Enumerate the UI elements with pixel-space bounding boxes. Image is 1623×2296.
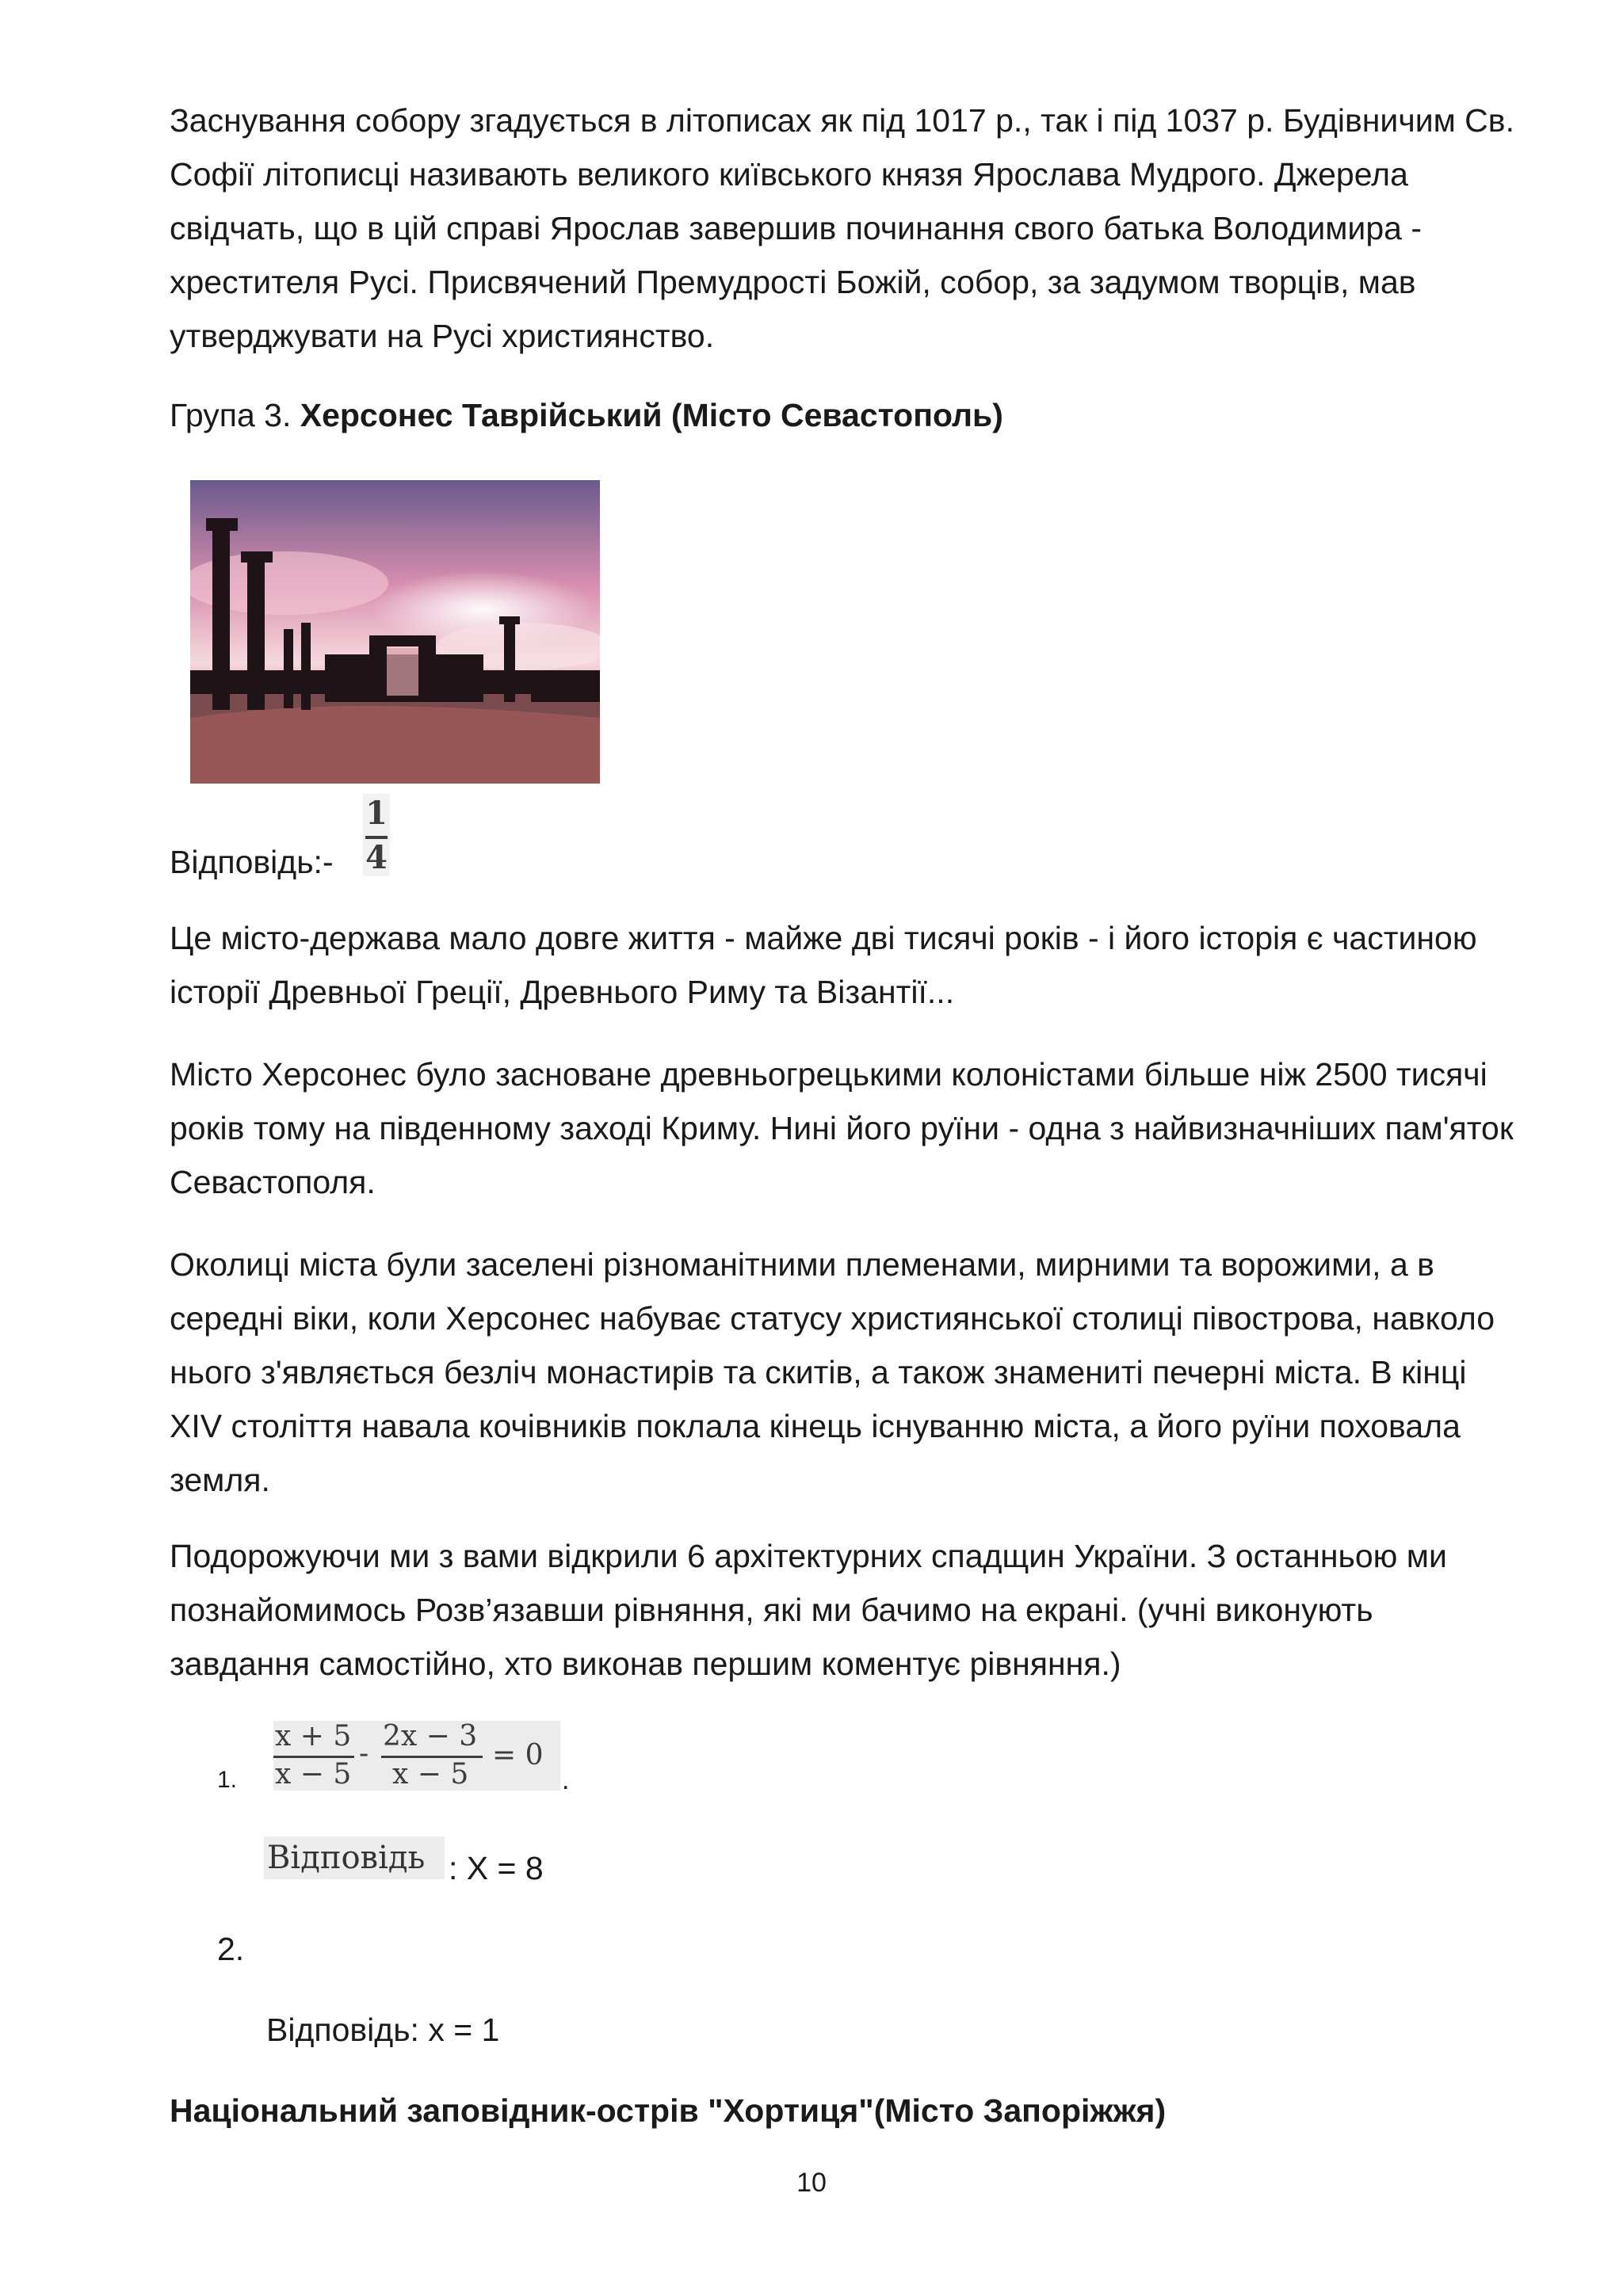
equation-2-answer: Відповідь: x = 1 <box>266 2012 500 2048</box>
equation-1-answer: : X = 8 <box>449 1850 544 1886</box>
intro-paragraph: Заснування собору згадується в літописах як під 1017 р., так і під 1037 р. Будівничим Св. Софії літописці називають великого київського князя Ярослава Мудрого. Джерела свідчать, що в цій справі Ярослав завершив починання свого батька Володимира - хрестителя Русі. Присвячений Премудрості Божій, собор, за задумом творців, мав утверджувати на Русі християнство. <box>170 102 1514 354</box>
paragraph-founding: Місто Херсонес було засноване древньогрецькими колоністами більше ніж 2500 тисячі років тому на південному заході Криму. Нині його руїни - одна з найвизначніших пам'яток Севастополя. <box>170 1056 1514 1200</box>
group-heading <box>170 388 1517 442</box>
equation-1-period: . <box>562 1765 570 1795</box>
eq1-rhs: = 0 <box>492 1739 544 1772</box>
answer-label: Відповідь:- <box>170 844 334 880</box>
eq1-numerator-1: x + 5 <box>275 1720 352 1753</box>
fraction-denominator: 4 <box>365 839 388 876</box>
fraction-numerator: 1 <box>365 795 388 832</box>
eq1-numerator-2: 2x − 3 <box>383 1720 478 1753</box>
khortytsia-heading: Національний заповідник-острів "Хортиця"(Місто Запоріжжя) <box>170 2092 1167 2129</box>
fraction-answer <box>363 794 390 876</box>
equation-1-number: 1. <box>217 1767 238 1793</box>
eq1-minus: - <box>359 1737 369 1770</box>
answer-label-image: Відповідь <box>264 1836 445 1879</box>
equation-2-number: 2. <box>217 1931 245 1967</box>
ruins-sunset-photo <box>190 480 600 784</box>
eq1-denominator-1: x − 5 <box>275 1758 352 1791</box>
paragraph-travel: Подорожуючи ми з вами відкрили 6 архітектурних спадщин України. З останньою ми познайомимось Розв’язавши рівняння, які ми бачимо на екрані. (учні виконують завдання самостійно, хто виконав першим коментує рівняння.) <box>170 1538 1447 1682</box>
eq1-denominator-2: x − 5 <box>392 1758 469 1791</box>
page-number: 10 <box>796 2168 827 2198</box>
paragraph-city-state: Це місто-держава мало довге життя - майже дві тисячі років - і його історія є частиною історії Древньої Греції, Древнього Риму та Візантії... <box>170 920 1477 1010</box>
group-title: Херсонес Таврійський (Місто Севастополь) <box>300 397 1003 433</box>
paragraph-surroundings: Околиці міста були заселені різноманітними племенами, мирними та ворожими, а в середні віки, коли Херсонес набуває статусу християнської столиці півострова, навколо нього з'являється безліч монастирів та скитів, а також знамениті печерні міста. В кінці XIV століття навала кочівників поклала кінець існуванню міста, а його руїни поховала земля. <box>170 1246 1495 1498</box>
group-prefix: Група 3. <box>170 397 300 433</box>
equation-1-image <box>273 1721 560 1791</box>
